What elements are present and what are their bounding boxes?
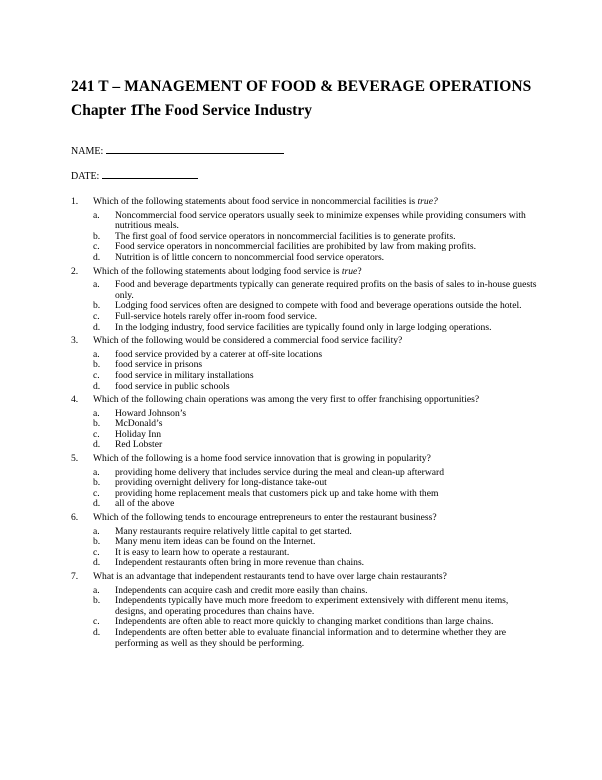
option-text: Independents are often better able to evaluate financial information and to determine whether they are performing as well as they should be performing.	[115, 626, 507, 649]
option-text: Food and beverage departments typically can generate required profits on the basis of sales to in-house guests only.	[115, 279, 537, 301]
option-letter: a.	[93, 407, 100, 419]
question-item	[71, 197, 541, 264]
question-item	[71, 336, 541, 392]
answer-option	[71, 382, 541, 393]
option-letter: c.	[93, 241, 100, 253]
answer-options	[71, 409, 541, 451]
option-text: food service in prisons	[115, 359, 203, 371]
question-text	[93, 454, 541, 465]
option-text: Red Lobster	[115, 439, 163, 451]
option-letter: d.	[93, 251, 101, 263]
question-text-main: Which of the following chain operations was among the very first to offer franchising opportunities?	[93, 394, 480, 406]
option-letter: c.	[93, 487, 100, 499]
answer-options	[71, 527, 541, 569]
option-text: providing home delivery that includes service during the meal and clean-up afterward	[115, 466, 444, 478]
chapter-number: Chapter 1	[71, 102, 138, 119]
option-letter: c.	[93, 369, 100, 381]
option-text: McDonald’s	[115, 418, 163, 430]
option-letter: b.	[93, 595, 101, 607]
question-stem	[71, 267, 541, 278]
name-label: NAME:	[71, 146, 104, 157]
question-text	[93, 336, 541, 347]
question-stem	[71, 513, 541, 524]
answer-option	[71, 312, 541, 323]
name-blank-line	[106, 144, 284, 154]
option-text: Independent restaurants often bring in more revenue than chains.	[115, 557, 365, 569]
question-item	[71, 454, 541, 510]
answer-option	[71, 371, 541, 382]
question-number: 6.	[71, 512, 79, 524]
option-letter: b.	[93, 230, 101, 242]
question-text	[93, 572, 541, 583]
chapter-title	[71, 102, 312, 120]
option-text: food service provided by a caterer at off-site locations	[115, 348, 323, 360]
option-text: Independents can acquire cash and credit more easily than chains.	[115, 584, 368, 596]
question-item	[71, 572, 541, 649]
question-text	[93, 395, 541, 406]
option-letter: a.	[93, 279, 100, 291]
date-blank-line	[102, 169, 198, 179]
option-text: The first goal of food service operators in noncommercial facilities is to generate profits.	[115, 230, 456, 242]
question-text-main: Which of the following is a home food service innovation that is growing in popularity?	[93, 453, 431, 465]
option-text: In the lodging industry, food service facilities are typically found only in large lodging operations.	[115, 321, 492, 333]
answer-option	[71, 211, 541, 232]
option-letter: a.	[93, 584, 100, 596]
question-text	[93, 267, 541, 278]
question-number: 4.	[71, 394, 79, 406]
option-letter: c.	[93, 546, 100, 558]
question-stem	[71, 336, 541, 347]
option-text: Independents typically have much more freedom to experiment extensively with different menu items, designs, and operating procedures than chains have.	[115, 595, 509, 617]
option-letter: b.	[93, 477, 101, 489]
question-text	[93, 513, 541, 524]
option-text: Lodging food services often are designed to compete with food and beverage operations outside the hotel.	[115, 300, 522, 312]
question-number: 2.	[71, 265, 79, 277]
question-text-main: Which of the following statements about lodging food service is	[93, 265, 342, 277]
option-text: providing home replacement meals that customers pick up and take home with them	[115, 487, 439, 499]
answer-option	[71, 558, 541, 569]
question-item	[71, 267, 541, 334]
option-letter: c.	[93, 616, 100, 628]
option-text: Many menu item ideas can be found on the Internet.	[115, 536, 316, 548]
question-text-main: Which of the following statements about food service in noncommercial facilities is	[93, 196, 418, 207]
question-text	[93, 197, 541, 208]
question-text-tail: ?	[357, 265, 362, 277]
option-text: Many restaurants require relatively little capital to get started.	[115, 525, 352, 537]
option-text: Holiday Inn	[115, 428, 162, 440]
option-text: providing overnight delivery for long-distance take-out	[115, 477, 327, 489]
option-letter: d.	[93, 380, 101, 392]
answer-option	[71, 323, 541, 334]
question-stem	[71, 395, 541, 406]
date-field	[71, 169, 198, 182]
option-text: Noncommercial food service operators usually seek to minimize expenses while providing consumers with nutritious meals.	[115, 209, 526, 232]
name-field	[71, 144, 284, 157]
option-letter: a.	[93, 348, 100, 360]
option-letter: a.	[93, 466, 100, 478]
option-text: Full-service hotels rarely offer in-room food service.	[115, 310, 318, 322]
question-text-emphasis: true?	[417, 196, 438, 207]
option-text: Howard Johnson’s	[115, 407, 187, 419]
answer-options	[71, 586, 541, 650]
answer-option	[71, 440, 541, 451]
question-number: 7.	[71, 571, 79, 582]
question-item	[71, 395, 541, 451]
answer-options	[71, 280, 541, 333]
course-title: 241 T – MANAGEMENT OF FOOD & BEVERAGE OPERATIONS	[71, 78, 532, 95]
question-text-main: What is an advantage that independent restaurants tend to have over large chain restaurants?	[93, 571, 447, 582]
question-number: 1.	[71, 196, 79, 207]
option-letter: d.	[93, 557, 101, 569]
option-letter: d.	[93, 626, 101, 638]
option-text: all of the above	[115, 498, 175, 510]
answer-options	[71, 350, 541, 392]
option-text: food service in military installations	[115, 369, 254, 381]
option-text: Food service operators in noncommercial facilities are prohibited by law from making profits.	[115, 241, 476, 253]
option-letter: c.	[93, 428, 100, 440]
question-number: 3.	[71, 335, 79, 347]
option-letter: a.	[93, 209, 100, 221]
option-letter: b.	[93, 300, 101, 312]
question-item	[71, 513, 541, 569]
question-list	[71, 197, 541, 652]
question-text-main: Which of the following tends to encourage entrepreneurs to enter the restaurant business?	[93, 512, 437, 524]
date-label: DATE:	[71, 171, 100, 182]
option-letter: c.	[93, 310, 100, 322]
question-stem	[71, 197, 541, 208]
option-letter: b.	[93, 359, 101, 371]
question-stem	[71, 572, 541, 583]
question-stem	[71, 454, 541, 465]
option-text: food service in public schools	[115, 380, 230, 392]
option-letter: d.	[93, 498, 101, 510]
chapter-name: The Food Service Industry	[135, 102, 312, 119]
option-letter: b.	[93, 418, 101, 430]
option-letter: d.	[93, 321, 101, 333]
answer-option	[71, 628, 541, 649]
answer-option	[71, 280, 541, 301]
option-letter: b.	[93, 536, 101, 548]
option-text: Nutrition is of little concern to noncommercial food service operators.	[115, 251, 385, 263]
answer-options	[71, 468, 541, 510]
option-letter: a.	[93, 525, 100, 537]
question-text-emphasis: true	[341, 265, 358, 277]
option-text: It is easy to learn how to operate a restaurant.	[115, 546, 290, 558]
question-number: 5.	[71, 453, 79, 465]
answer-option	[71, 253, 541, 264]
option-text: Independents are often able to react more quickly to changing market conditions than large chains.	[115, 616, 494, 628]
answer-option	[71, 499, 541, 510]
question-text-main: Which of the following would be considered a commercial food service facility?	[93, 335, 403, 347]
answer-option	[71, 596, 541, 617]
answer-options	[71, 211, 541, 264]
option-letter: d.	[93, 439, 101, 451]
